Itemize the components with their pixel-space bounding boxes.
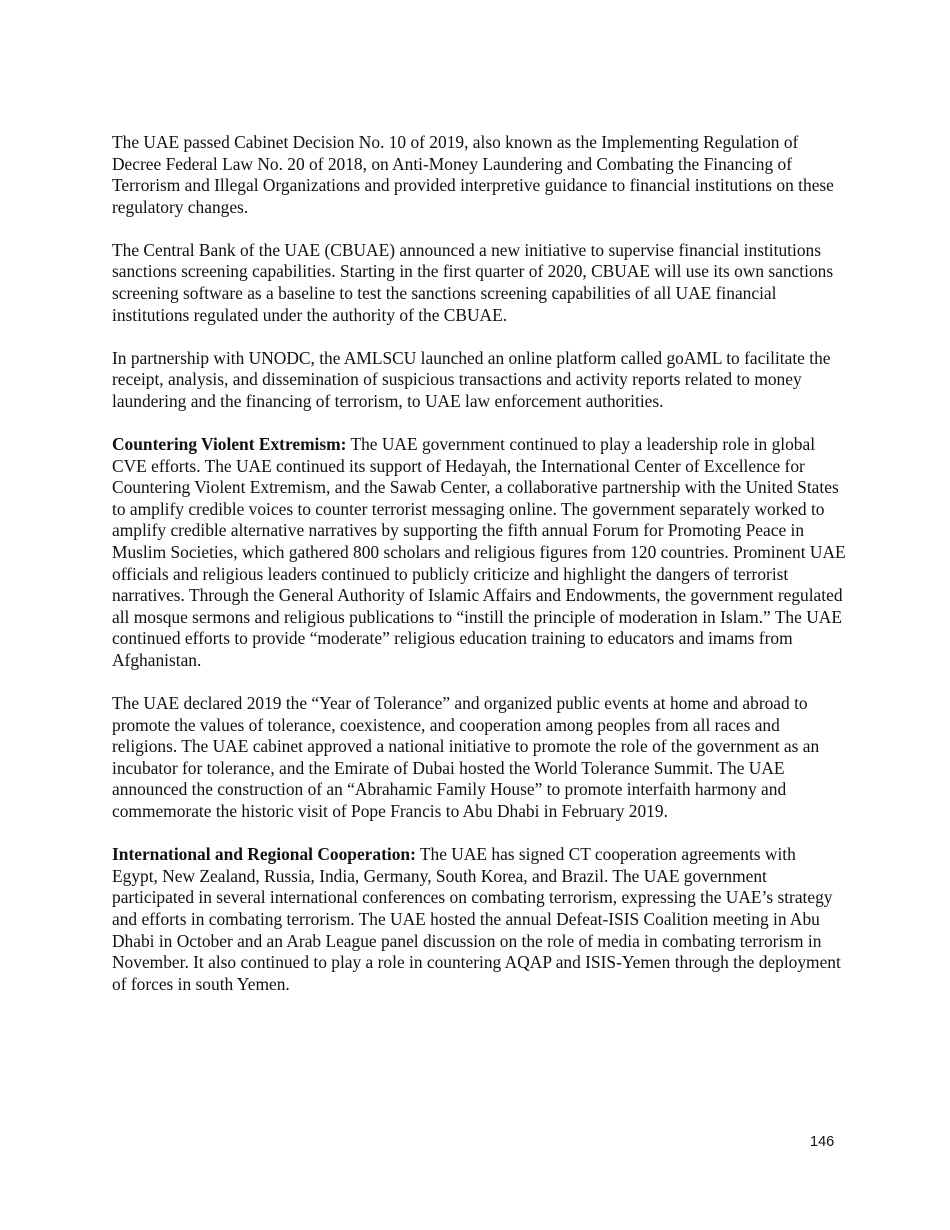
page-number: 146 [810,1134,835,1150]
paragraph-countering-violent-extremism [112,434,846,672]
paragraph-text: The Central Bank of the UAE (CBUAE) announced a new initiative to supervise financial institutions sanctions screening capabilities. Starting in the first quarter of 2020, CBUAE will use its own sanctions screening software as a baseline to test the sanctions screening capabilities of all UAE financial institutions regulated under the authority of the CBUAE. [112,239,834,325]
paragraph-international-cooperation [112,844,846,995]
paragraph-text: In partnership with UNODC, the AMLSCU launched an online platform called goAML to facilitate the receipt, analysis, and dissemination of suspicious transactions and activity reports related to money laundering and the financing of terrorism, to UAE law enforcement authorities. [112,347,831,411]
paragraph-text: The UAE passed Cabinet Decision No. 10 of 2019, also known as the Implementing Regulation of Decree Federal Law No. 20 of 2018, on Anti-Money Laundering and Combating the Financing of Terrorism and Illegal Organizations and provided interpretive guidance to financial institutions on these regulatory changes. [112,132,834,217]
paragraph-aml-cabinet-decision [112,132,846,218]
paragraph-cbuae-sanctions-screening [112,240,846,326]
paragraph-text: The UAE has signed CT cooperation agreements with Egypt, New Zealand, Russia, India, Germany, South Korea, and Brazil. The UAE government participated in several international conferences on combating terrorism, expressing the UAE’s strategy and efforts in combating terrorism. The UAE hosted the annual Defeat-ISIS Coalition meeting in Abu Dhabi in October and an Arab League panel discussion on the role of media in combating terrorism in November. It also continued to play a role in countering AQAP and ISIS-Yemen through the deployment of forces in south Yemen. [112,844,841,994]
paragraph-text: The UAE declared 2019 the “Year of Tolerance” and organized public events at home and abroad to promote the values of tolerance, coexistence, and cooperation among peoples from all races and religions. The UAE cabinet approved a national initiative to promote the role of the government as an incubator for tolerance, and the Emirate of Dubai hosted the World Tolerance Summit. The UAE announced the construction of an “Abrahamic Family House” to promote interfaith harmony and commemorate the historic visit of Pope Francis to Abu Dhabi in February 2019. [112,693,820,822]
section-heading-international-cooperation: International and Regional Cooperation: [112,844,416,865]
document-body [112,132,846,1017]
paragraph-goaml-platform [112,348,846,413]
section-heading-cve: Countering Violent Extremism: [112,434,347,455]
paragraph-text: The UAE government continued to play a leadership role in global CVE efforts. The UAE continued its support of Hedayah, the International Center of Excellence for Countering Violent Extremism, and the Sawab Center, a collaborative partnership with the United States to amplify credible voices to counter terrorist messaging online. The government separately worked to amplify credible alternative narratives by supporting the fifth annual Forum for Promoting Peace in Muslim Societies, which gathered 800 scholars and religious figures from 120 countries. Prominent UAE officials and religious leaders continued to publicly criticize and highlight the dangers of terrorist narratives. Through the General Authority of Islamic Affairs and Endowments, the government regulated all mosque sermons and religious publications to “instill the principle of moderation in Islam.” The UAE continued efforts to provide “moderate” religious education training to educators and imams from Afghanistan. [112,434,846,670]
paragraph-year-of-tolerance [112,693,846,823]
